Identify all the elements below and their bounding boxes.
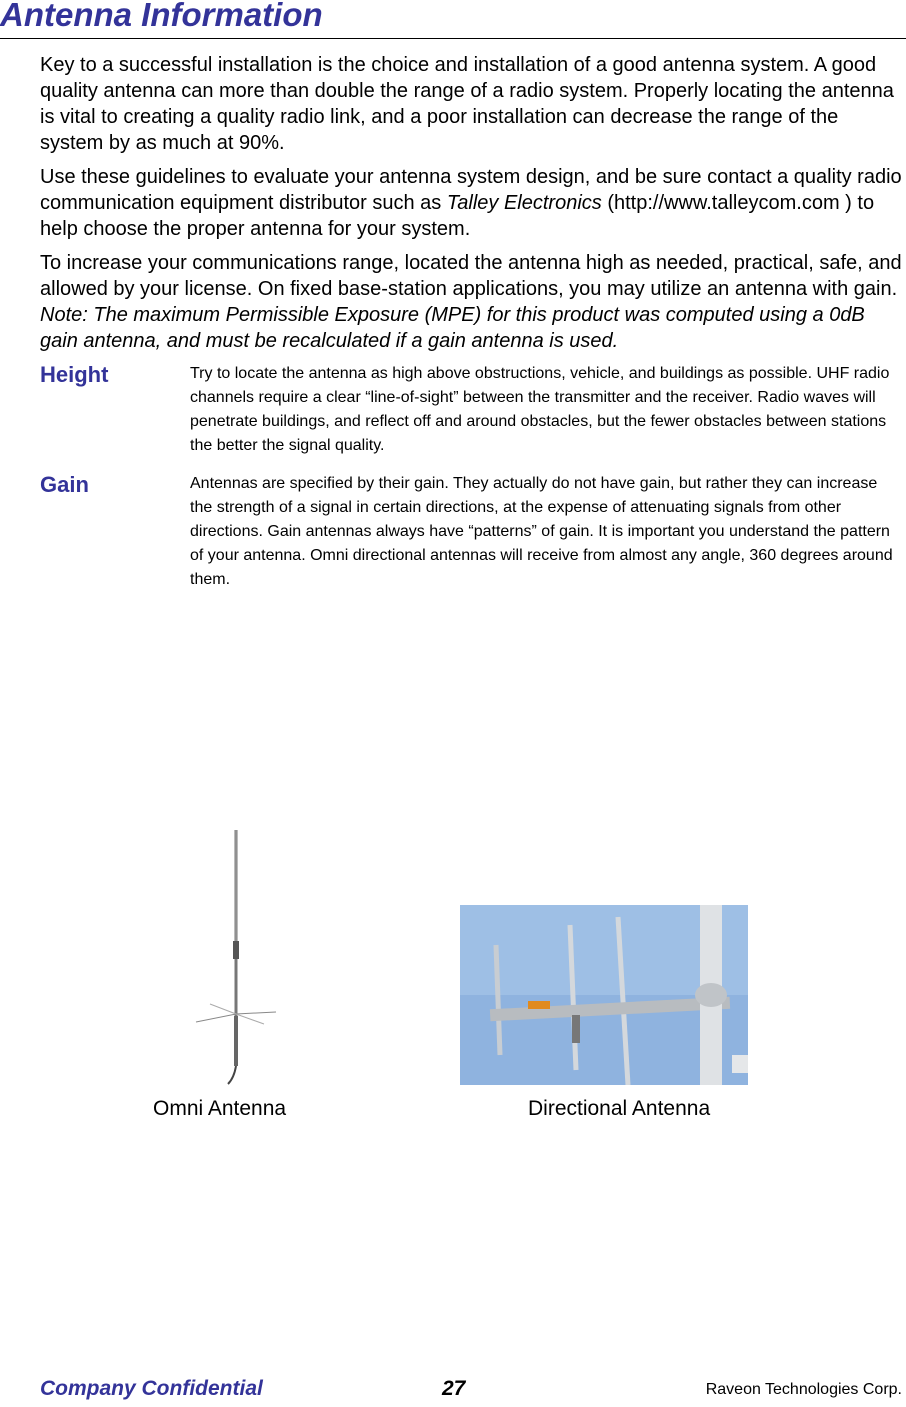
intro-paragraph: Key to a successful installation is the choice and installation of a good antenna system. A good quality antenna can more than double the range of a radio system. Properly locating the antenna is vital to creating a quality radio link, and a poor installation can decrease the range of the system by as much at 90%. bbox=[40, 54, 894, 154]
range-paragraph bbox=[40, 250, 902, 354]
guidelines-text-end: (http://www.talleycom.com ) to help choose the proper antenna for your system. bbox=[40, 192, 875, 240]
height-definition bbox=[40, 362, 902, 458]
omni-antenna-image bbox=[190, 826, 282, 1088]
mpe-note: Note: The maximum Permissible Exposure (MPE) for this product was computed using a 0dB gain antenna, and must be recalculated if a gain antenna is used. bbox=[40, 304, 865, 352]
confidentiality-label: Company Confidential bbox=[40, 1377, 263, 1400]
guidelines-text-start: Use these guidelines to evaluate your antenna system design, and be sure contact a quality radio communication equipment distributor such as bbox=[40, 166, 902, 214]
company-name: Raveon Technologies Corp. bbox=[705, 1381, 902, 1398]
guidelines-paragraph bbox=[40, 164, 902, 242]
page-number: 27 bbox=[442, 1377, 466, 1400]
page-title: Antenna Information bbox=[0, 0, 323, 33]
height-text: Try to locate the antenna as high above obstructions, vehicle, and buildings as possible. UHF radio channels require a clear “line-of-sight” between the transmitter and the receiver. Radio waves will penetrate buildings, and reflect off and around obstacles, but the fewer obstacles between stations the better the signal quality. bbox=[190, 365, 890, 454]
page-footer bbox=[40, 1377, 902, 1407]
document-body bbox=[40, 52, 902, 592]
gain-term: Gain bbox=[40, 472, 89, 497]
omni-caption: Omni Antenna bbox=[153, 1097, 287, 1120]
height-term: Height bbox=[40, 362, 109, 387]
range-text: To increase your communications range, located the antenna high as needed, practical, safe, and allowed by your license. On fixed base-station applications, you may utilize an antenna with gain. bbox=[40, 252, 902, 300]
directional-caption: Directional Antenna bbox=[528, 1097, 711, 1120]
gain-text: Antennas are specified by their gain. They actually do not have gain, but rather they can increase the strength of a signal in certain directions, at the expense of attenuating signals from other directions. Gain antennas always have “patterns” of gain. It is important you understand the pattern of your antenna. Omni directional antennas will receive from almost any angle, 360 degrees around them. bbox=[190, 475, 893, 588]
gain-definition bbox=[40, 472, 902, 592]
title-divider bbox=[0, 38, 906, 39]
directional-antenna-image bbox=[460, 905, 748, 1085]
distributor-name: Talley Electronics bbox=[446, 192, 602, 214]
